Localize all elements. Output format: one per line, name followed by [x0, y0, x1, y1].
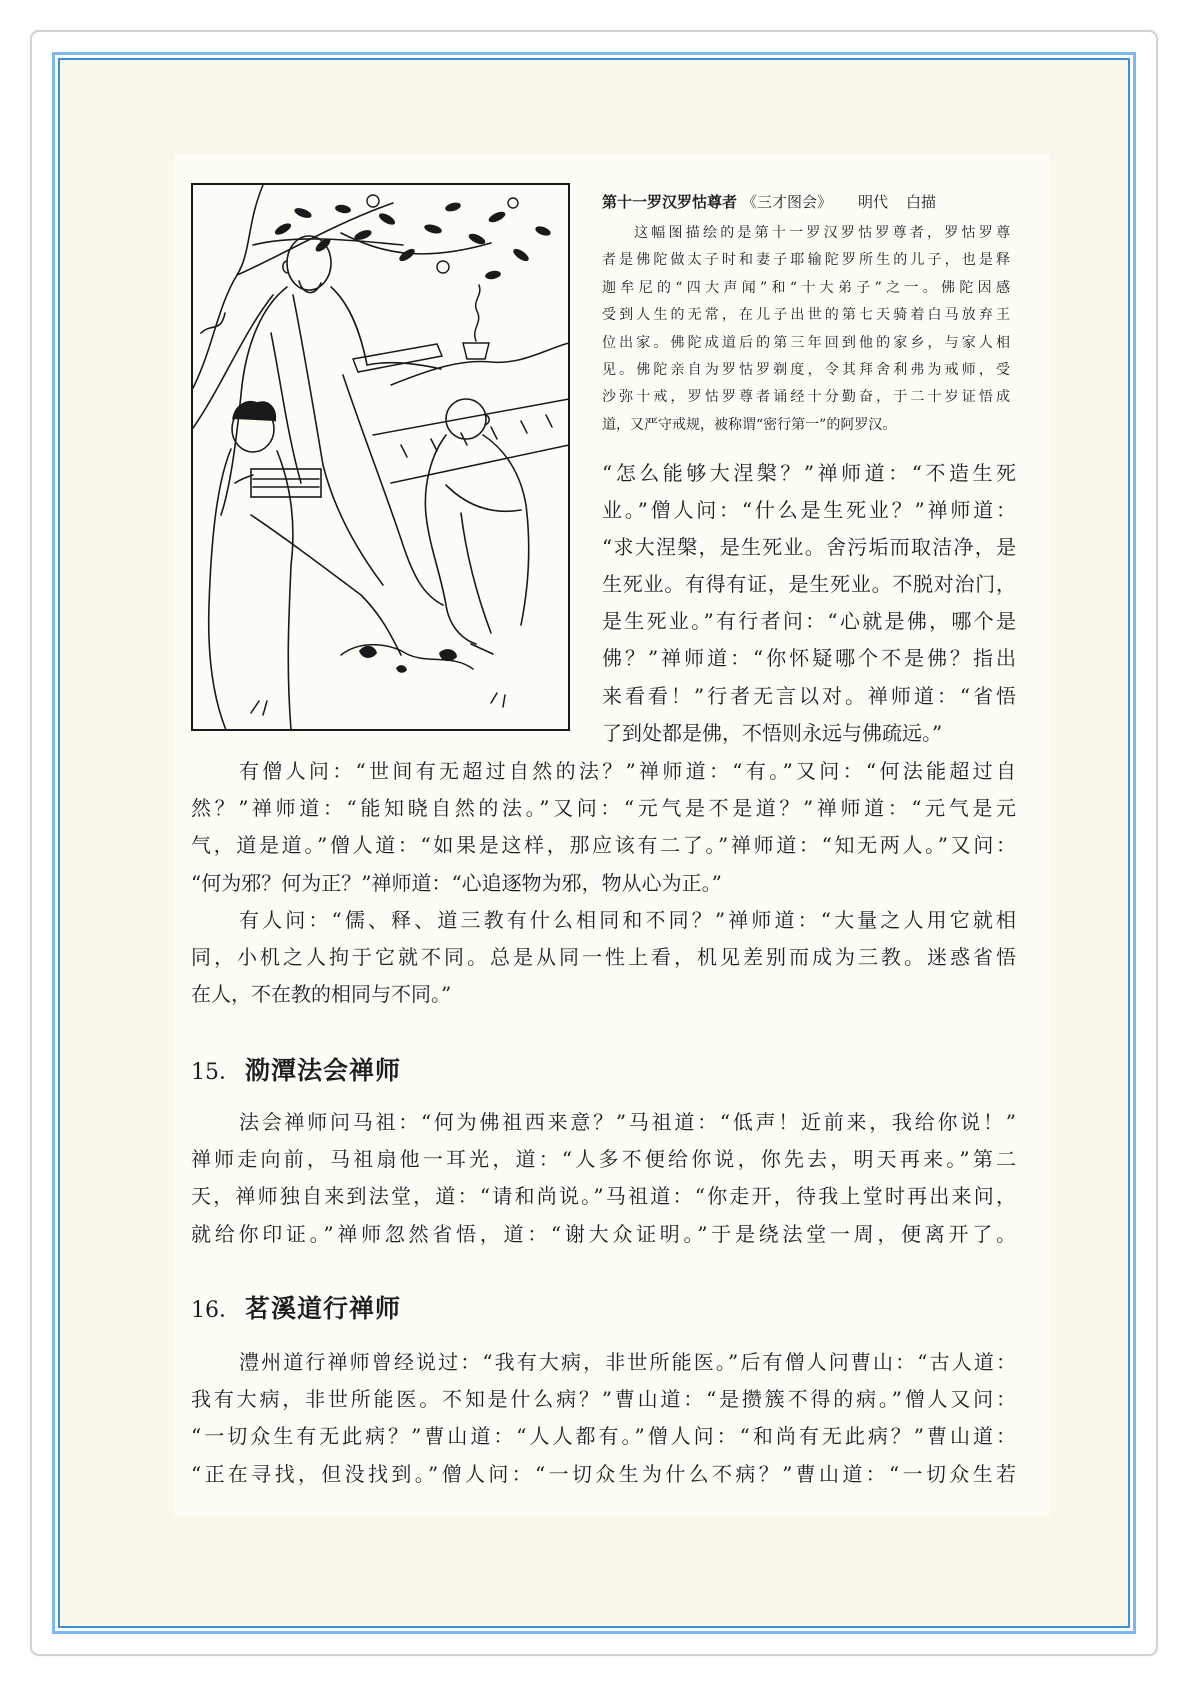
section-title: 茗溪道行禅师 [245, 1294, 402, 1323]
body-line: “何为邪？何为正？”禅师道：“心追逐物为邪，物从心为正。” [191, 870, 722, 895]
body-line: 生死业。有得有证，是生死业。不脱对治门， [602, 572, 1016, 597]
body-line: 有人问：“儒、释、道三教有什么相同和不同？”禅师道：“大量之人用它就相 [239, 907, 1016, 932]
body-line: 在人，不在教的相同与不同。” [191, 982, 452, 1007]
body-line: “一切众生有无此病？”曹山道：“人人都有。”僧人问：“和尚有无此病？”曹山道： [191, 1424, 1016, 1449]
caption-title: 第十一罗汉罗怙尊者 [602, 193, 738, 211]
body-line: “求大涅槃，是生死业。舍污垢而取洁净，是 [602, 535, 1016, 560]
caption-line: 见。佛陀亲自为罗怙罗剃度，令其拜舍利弗为戒师，受 [602, 361, 1010, 378]
body-line: 有僧人问：“世间有无超过自然的法？”禅师道：“有。”又问：“何法能超过自 [239, 759, 1016, 783]
body-line: 我有大病，非世所能医。不知是什么病？”曹山道：“是攒簇不得的病。”僧人又问： [191, 1387, 1016, 1412]
body-line: 同，小机之人拘于它就不同。总是从同一性上看，机见差别而成为三教。迷惑省悟 [191, 944, 1016, 969]
caption-line: 迦牟尼的“四大声闻”和“十大弟子”之一。佛陀因感 [602, 279, 1010, 296]
body-line: 来看看！”行者无言以对。禅师道：“省悟 [602, 683, 1016, 708]
caption-line: 这幅图描绘的是第十一罗汉罗怙罗尊者，罗怙罗尊 [634, 225, 1010, 241]
caption-line: 道，又严守戒规，被称谓“密行第一”的阿罗汉。 [602, 416, 897, 433]
body-line: 佛？”禅师道：“你怀疑哪个不是佛？指出 [602, 646, 1016, 671]
body-line: 天，禅师独自来到法堂，道：“请和尚说。”马祖道：“你走开，待我上堂时再出来问， [191, 1184, 1016, 1209]
section-heading-15 [191, 1053, 401, 1089]
body-line: 澧州道行禅师曾经说过：“我有大病，非世所能医。”后有僧人问曹山：“古人道： [239, 1350, 1016, 1374]
body-line: 就给你印证。”禅师忽然省悟，道：“谢大众证明。”于是绕法堂一周，便离开了。 [191, 1221, 1016, 1246]
body-paragraph-continued [602, 455, 1016, 752]
section-15-paragraph [191, 1104, 1016, 1253]
section-16-paragraph [191, 1344, 1016, 1493]
caption-line: 者是佛陀做太子时和妻子耶输陀罗所生的儿子，也是释 [602, 252, 1010, 269]
caption-source: 《三才图会》 [742, 193, 833, 211]
body-line: 是生死业。”有行者问：“心就是佛，哪个是 [602, 609, 1016, 634]
caption-line: 受到人生的无常，在儿子出世的第七天骑着白马放弃王 [602, 307, 1010, 324]
section-number: 16． [191, 1298, 241, 1323]
section-heading-16 [191, 1291, 401, 1327]
body-line: 然？”禅师道：“能知晓自然的法。”又问：“元气是不是道？”禅师道：“元气是元 [191, 796, 1016, 821]
body-line: “怎么能够大涅槃？”禅师道：“不造生死 [602, 461, 1016, 485]
caption-text [602, 220, 1010, 439]
body-line: 禅师走向前，马祖扇他一耳光，道：“人多不便给你说，你先去，明天再来。”第二 [191, 1147, 1016, 1172]
body-paragraphs [191, 753, 1016, 1013]
caption-line: 沙弥十戒，罗怙罗尊者诵经十分勤奋，于二十岁证悟成 [602, 389, 1010, 406]
section-number: 15． [191, 1060, 241, 1085]
section-title: 泐潭法会禅师 [245, 1056, 402, 1085]
caption-line: 位出家。佛陀成道后的第三年回到他的家乡，与家人相 [602, 334, 1010, 351]
caption-dynasty: 明代 [858, 193, 889, 211]
body-line: 了到处都是佛，不悟则永远与佛疏远。” [602, 720, 943, 745]
body-line: 业。”僧人问：“什么是生死业？”禅师道： [602, 498, 1016, 523]
body-line: “正在寻找，但没找到。”僧人问：“一切众生为什么不病？”曹山道：“一切众生若 [191, 1461, 1016, 1486]
body-line: 气，道是道。”僧人道：“如果是这样，那应该有二了。”禅师道：“知无两人。”又问： [191, 833, 1016, 858]
caption-technique: 白描 [906, 193, 937, 211]
body-line: 法会禅师问马祖：“何为佛祖西来意？”马祖道：“低声！近前来，我给你说！” [239, 1110, 1016, 1134]
arhat-illustration [191, 183, 570, 731]
